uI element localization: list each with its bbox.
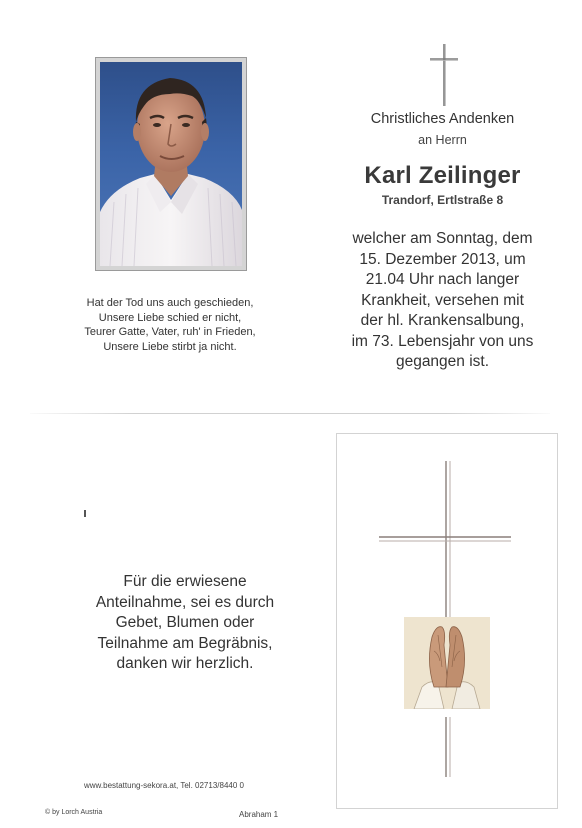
notice-line: Krankheit, versehen mit (361, 291, 524, 309)
poem (40, 296, 300, 354)
poem-line: Hat der Tod uns auch geschieden, (86, 297, 254, 309)
praying-hands-icon (404, 617, 490, 709)
salutation: an Herrn (418, 133, 467, 147)
card-heading: Christliches Andenken (370, 111, 515, 127)
portrait-photo (100, 62, 242, 266)
thanks-line: Für die erwiesene (123, 573, 247, 590)
thanks-line: Teilnahme am Begräbnis, (97, 634, 273, 652)
poem-line: Unsere Liebe stirbt ja nicht. (103, 340, 237, 353)
poem-line: Teurer Gatte, Vater, ruh' in Frieden, (84, 326, 256, 338)
notice-line: gegangen ist. (395, 353, 490, 370)
thanks-text (70, 572, 300, 675)
intro-block (330, 110, 555, 147)
cross-icon (428, 42, 460, 113)
thanks-line: danken wir herzlich. (116, 655, 254, 672)
poem-line: Unsere Liebe schied er nicht, (98, 311, 242, 324)
thanks-line: Gebet, Blumen oder (115, 614, 255, 631)
deceased-address: Trandorf, Ertlstraße 8 (381, 193, 504, 207)
cross-card (336, 433, 558, 809)
print-speck (84, 510, 86, 517)
imprint-copyright: © by Lorch Austria (45, 809, 103, 816)
notice-line: 21.04 Uhr nach langer (365, 271, 520, 288)
notice-line: der hl. Krankensalbung, (360, 312, 525, 329)
notice-line: welcher am Sonntag, dem (352, 230, 533, 247)
fold-line (30, 413, 550, 414)
imprint-model: Abraham 1 (239, 810, 279, 819)
death-notice (330, 229, 555, 373)
thanks-line: Anteilnahme, sei es durch (95, 593, 275, 611)
portrait-frame (95, 57, 247, 271)
imprint-web: www.bestattung-sekora.at, Tel. 02713/8440 0 (84, 781, 244, 790)
notice-line: 15. Dezember 2013, um (359, 250, 526, 268)
deceased-name: Karl Zeilinger (364, 162, 521, 189)
notice-line: im 73. Lebensjahr von uns (351, 332, 534, 350)
